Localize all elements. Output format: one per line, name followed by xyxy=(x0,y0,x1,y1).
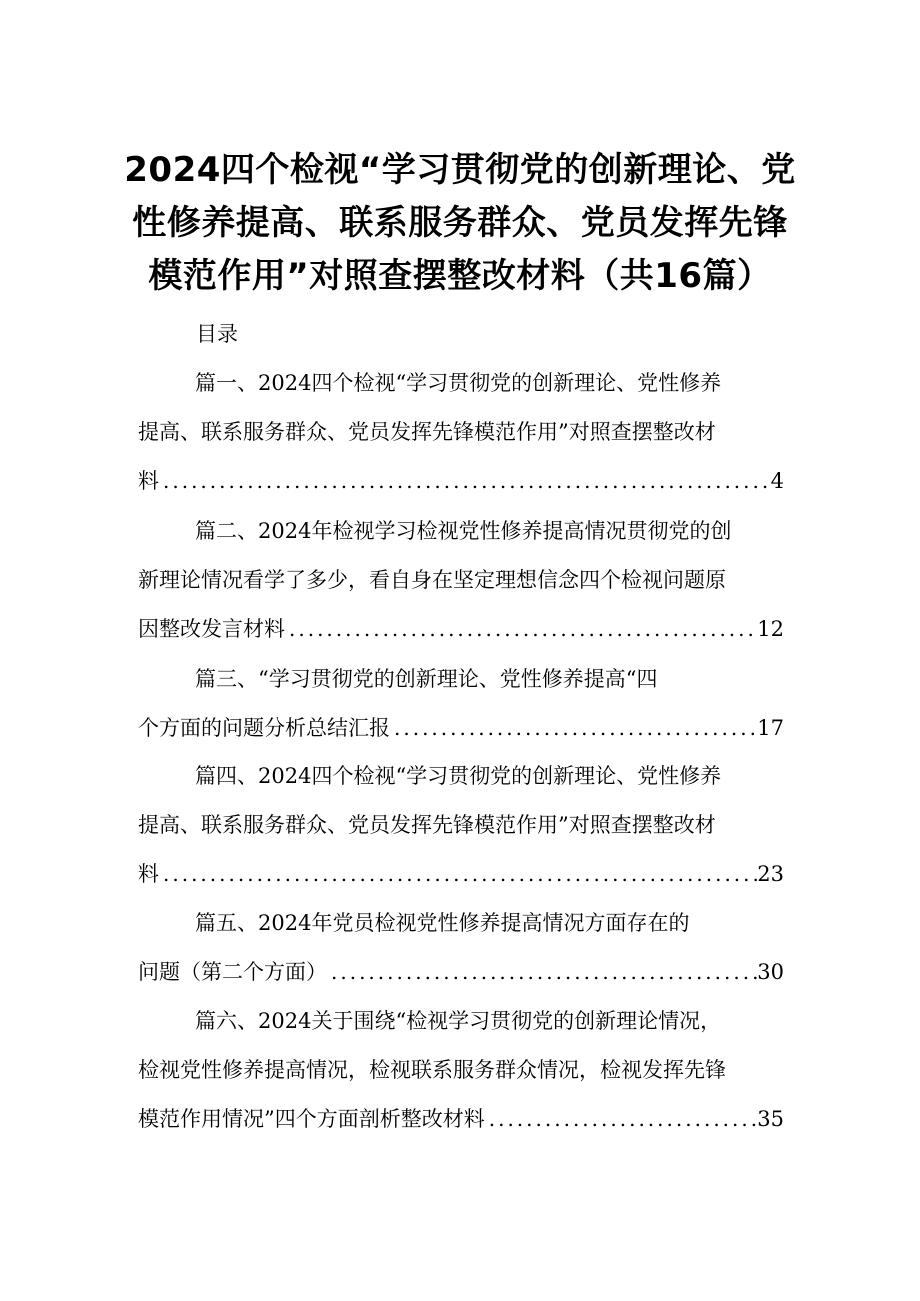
toc-entry-last-line xyxy=(138,611,784,647)
toc-entry-line: 个方面的问题分析总结汇报 xyxy=(138,716,390,740)
title-line: 模范作用”对照查摆整改材料（共16篇） xyxy=(148,256,772,296)
toc-entry-line: 问题（第二个方面） xyxy=(138,960,327,984)
toc-entry-line: 篇四、2024四个检视“学习贯彻党的创新理论、党性修养 xyxy=(195,764,722,788)
toc-entry-line: 提高、联系服务群众、党员发挥先锋模范作用”对照查摆整改材 xyxy=(138,420,716,444)
toc-entry-line: 篇六、2024关于围绕“检视学习贯彻党的创新理论情况， xyxy=(195,1009,722,1033)
toc-page-number: 23 xyxy=(757,862,784,886)
toc-entry-line: 模范作用情况”四个方面剖析整改材料 xyxy=(138,1107,485,1131)
toc-entry-last-line xyxy=(138,954,784,990)
toc-entry-last-line xyxy=(138,1101,784,1137)
toc-entry-last-line xyxy=(138,710,784,746)
toc-entry-line: 检视党性修养提高情况，检视联系服务群众情况，检视发挥先锋 xyxy=(138,1058,726,1082)
toc-entry-line: 篇三、“学习贯彻党的创新理论、党性修养提高“四 xyxy=(195,667,658,691)
toc-page-number: 4 xyxy=(770,469,784,493)
toc-entry-line: 篇五、2024年党员检视党性修养提高情况方面存在的 xyxy=(195,911,690,935)
dot-leader xyxy=(327,954,757,990)
toc-entry-line: 料 xyxy=(138,469,159,493)
toc-page-number: 12 xyxy=(757,617,784,641)
document-title xyxy=(120,144,800,303)
dot-leader xyxy=(285,611,757,647)
dot-leader xyxy=(159,463,771,499)
toc-entry-line: 篇二、2024年检视学习检视党性修养提高情况贯彻党的创 xyxy=(195,519,732,543)
toc-entry-line: 提高、联系服务群众、党员发挥先锋模范作用”对照查摆整改材 xyxy=(138,813,716,837)
title-line: 2024四个检视“学习贯彻党的创新理论、党 xyxy=(124,150,796,190)
toc-entry-line: 因整改发言材料 xyxy=(138,617,285,641)
toc-entry-line: 料 xyxy=(138,862,159,886)
toc-heading: 目录 xyxy=(196,322,238,346)
dot-leader xyxy=(390,710,757,746)
title-line: 性修养提高、联系服务群众、党员发挥先锋 xyxy=(132,203,788,243)
toc-page-number: 30 xyxy=(757,960,784,984)
toc-entry-line: 篇一、2024四个检视“学习贯彻党的创新理论、党性修养 xyxy=(195,371,722,395)
dot-leader xyxy=(485,1101,758,1137)
toc-page-number: 17 xyxy=(757,716,784,740)
toc-entry-last-line xyxy=(138,856,784,892)
dot-leader xyxy=(159,856,757,892)
toc-page-number: 35 xyxy=(757,1107,784,1131)
toc-entry-line: 新理论情况看学了多少，看自身在坚定理想信念四个检视问题原 xyxy=(138,568,726,592)
toc-entry-last-line xyxy=(138,463,784,499)
